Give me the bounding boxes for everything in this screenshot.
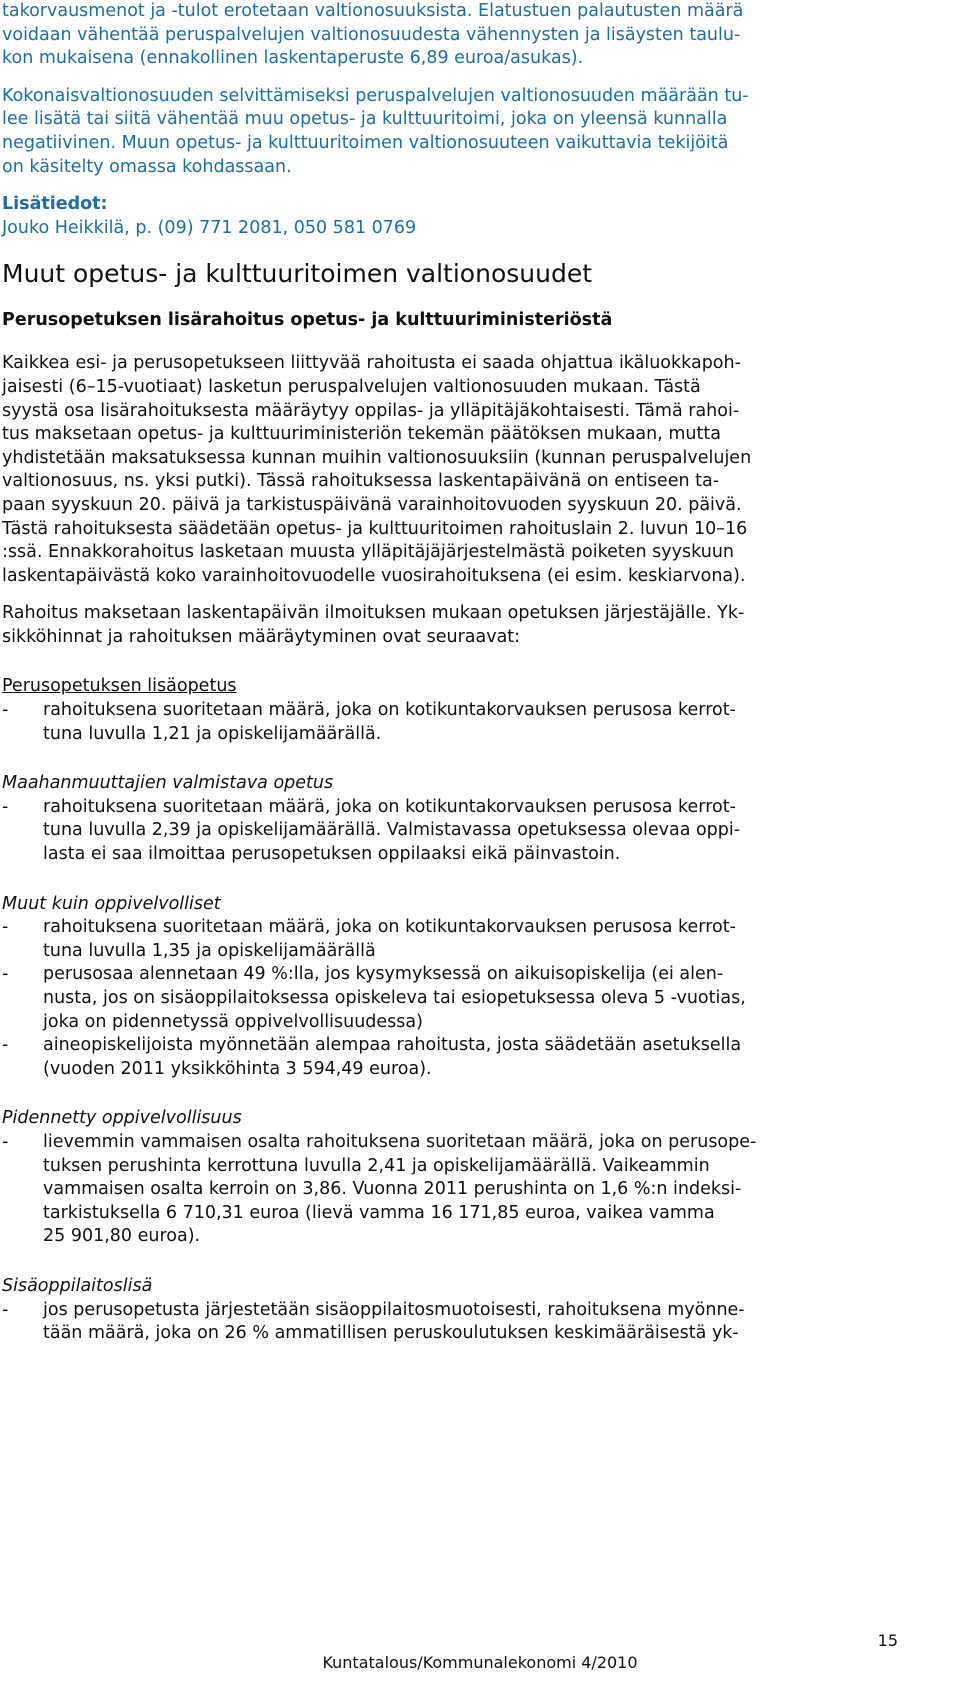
- spacer: [2, 746, 922, 772]
- spacer: [2, 179, 922, 193]
- text-line: sikköhinnat ja rahoituksen määräytyminen ovat seuraavat:: [2, 626, 521, 647]
- text-line: Kaikkea esi- ja perusopetukseen liittyvää rahoitusta ei saada ohjattua ikäluokkapoh-: [2, 353, 741, 374]
- text-line: tuna luvulla 2,39 ja opiskelijamäärällä. Valmistavassa opetuksessa olevaa oppi-: [43, 820, 741, 841]
- spacer: [2, 240, 922, 258]
- text-line: nusta, jos on sisäoppilaitoksessa opiskeleva tai esiopetuksessa oleva 5 -vuotias,: [43, 988, 746, 1008]
- item-muut-kuin-oppivelvolliset: [2, 893, 922, 1082]
- item-perusopetuksen-lisaopetus: [2, 675, 922, 746]
- paragraph-2: [2, 602, 922, 649]
- spacer: [2, 290, 922, 308]
- text-line: paan syyskuun 20. päivä ja tarkistuspäivänä varainhoitovuoden syyskuun 20. päivä.: [2, 494, 742, 515]
- text-line: kon mukaisena (ennakollinen laskentaperuste 6,89 euroa/asukas).: [2, 48, 584, 69]
- list-dash: -: [2, 917, 9, 938]
- text-line: rahoituksena suoritetaan määrä, joka on kotikuntakorvauksen perusosa kerrot-: [43, 700, 736, 721]
- text-line: on käsitelty omassa kohdassaan.: [2, 156, 292, 177]
- list-item: [2, 1131, 922, 1249]
- paragraph-1: [2, 352, 922, 588]
- item-heading: Pidennetty oppivelvollisuus: [2, 1108, 242, 1129]
- text-line: tus maksetaan opetus- ja kulttuuriministeriön tekemän päätöksen mukaan, mutta: [2, 424, 721, 445]
- text-line: joka on pidennetyssä oppivelvollisuudessa): [43, 1011, 423, 1032]
- text-line: perusosaa alennetaan 49 %:lla, jos kysymyksessä on aikuisopiskelija (ei alen-: [43, 964, 724, 985]
- footer-publication: Kuntatalous/Kommunalekonomi 4/2010: [322, 1653, 638, 1672]
- list-item: [2, 699, 922, 746]
- item-maahanmuuttajien-valmistava-opetus: [2, 772, 922, 866]
- contact-label: Lisätiedot:: [2, 194, 108, 215]
- text-line: takorvausmenot ja -tulot erotetaan valtionosuuksista. Elatustuen palautusten määrä: [2, 1, 744, 21]
- list-dash: -: [2, 796, 9, 817]
- item-pidennetty-oppivelvollisuus: [2, 1107, 922, 1249]
- contact-line: Jouko Heikkilä, p. (09) 771 2081, 050 581 0769: [2, 217, 417, 238]
- item-heading: Perusopetuksen lisäopetus: [2, 676, 237, 697]
- text-line: tuksen perushinta kerrottuna luvulla 2,41 ja opiskelijamäärällä. Vaikeammin: [43, 1155, 710, 1176]
- list-dash: -: [2, 700, 9, 721]
- text-line: Kokonaisvaltionosuuden selvittämiseksi peruspalvelujen valtionosuuden määrään tu-: [2, 85, 749, 106]
- text-line: laskentapäivästä koko varainhoitovuodelle vuosirahoituksena (ei esim. keskiarvona).: [2, 565, 746, 586]
- page-number: 15: [877, 1631, 898, 1650]
- text-line: yhdistetään maksatuksessa kunnan muihin valtionosuuksiin (kunnan peruspalvelujen: [2, 447, 752, 468]
- item-sisaoppilaitoslisa: [2, 1275, 922, 1346]
- spacer: [2, 1081, 922, 1107]
- top-paragraph: [2, 0, 922, 71]
- list-item: [2, 963, 922, 1034]
- spacer: [2, 867, 922, 893]
- text-line: aineopiskelijoista myönnetään alempaa rahoitusta, josta säädetään asetuksella: [43, 1035, 742, 1056]
- item-heading: Sisäoppilaitoslisä: [2, 1275, 153, 1296]
- spacer: [2, 332, 922, 352]
- total-paragraph: [2, 85, 922, 179]
- text-line: lievemmin vammaisen osalta rahoituksena suoritetaan määrä, joka on perusope-: [43, 1131, 757, 1152]
- text-line: tarkistuksella 6 710,31 euroa (lievä vamma 16 171,85 euroa, vaikea vamma: [43, 1202, 715, 1223]
- list-dash: -: [2, 1299, 9, 1320]
- text-line: rahoituksena suoritetaan määrä, joka on kotikuntakorvauksen perusosa kerrot-: [43, 796, 736, 817]
- text-line: Rahoitus maksetaan laskentapäivän ilmoituksen mukaan opetuksen järjestäjälle. Yk-: [2, 603, 745, 624]
- text-line: :ssä. Ennakkorahoitus lasketaan muusta ylläpitäjäjärjestelmästä poiketen syyskuun: [2, 542, 735, 563]
- text-line: rahoituksena suoritetaan määrä, joka on kotikuntakorvauksen perusosa kerrot-: [43, 917, 736, 938]
- list-item: [2, 1299, 922, 1346]
- text-line: negatiivinen. Muun opetus- ja kulttuuritoimen valtionosuuteen vaikuttavia tekijöitä: [2, 132, 729, 153]
- text-line: jaisesti (6–15-vuotiaat) lasketun peruspalvelujen valtionosuuden mukaan. Tästä: [2, 376, 701, 397]
- list-item: [2, 1034, 922, 1081]
- text-line: syystä osa lisärahoituksesta määräytyy oppilas- ja ylläpitäjäkohtaisesti. Tämä rahoi-: [2, 400, 740, 421]
- text-line: tuna luvulla 1,35 ja opiskelijamäärällä: [43, 940, 376, 961]
- list-item: [2, 796, 922, 867]
- item-heading: Maahanmuuttajien valmistava opetus: [2, 773, 334, 794]
- section-subheading: Perusopetuksen lisärahoitus opetus- ja kulttuuriministeriöstä: [2, 310, 613, 331]
- page-content: [2, 0, 922, 1346]
- text-line: (vuoden 2011 yksikköhinta 3 594,49 euroa).: [43, 1058, 432, 1079]
- contact-block: [2, 193, 922, 240]
- spacer: [2, 1249, 922, 1275]
- text-line: tuna luvulla 1,21 ja opiskelijamäärällä.: [43, 723, 382, 744]
- text-line: tään määrä, joka on 26 % ammatillisen peruskoulutuksen keskimääräisestä yk-: [43, 1323, 739, 1344]
- text-line: voidaan vähentää peruspalvelujen valtionosuudesta vähennysten ja lisäysten taulu-: [2, 24, 741, 45]
- spacer: [2, 71, 922, 85]
- list-dash: -: [2, 964, 9, 985]
- text-line: 25 901,80 euroa).: [43, 1226, 201, 1247]
- text-line: vammaisen osalta kerroin on 3,86. Vuonna 2011 perushinta on 1,6 %:n indeksi-: [43, 1179, 742, 1200]
- spacer: [2, 649, 922, 675]
- list-dash: -: [2, 1035, 9, 1056]
- text-line: jos perusopetusta järjestetään sisäoppilaitosmuotoisesti, rahoituksena myönne-: [43, 1299, 745, 1320]
- text-line: lasta ei saa ilmoittaa perusopetuksen oppilaaksi eikä päinvastoin.: [43, 844, 621, 865]
- section-title: Muut opetus- ja kulttuuritoimen valtionosuudet: [2, 259, 593, 289]
- text-line: valtionosuus, ns. yksi putki). Tässä rahoituksessa laskentapäivänä on entiseen ta-: [2, 471, 720, 492]
- list-dash: -: [2, 1131, 9, 1152]
- text-line: lee lisätä tai siitä vähentää muu opetus- ja kulttuuritoimi, joka on yleensä kunnalla: [2, 109, 728, 130]
- spacer: [2, 588, 922, 602]
- text-line: Tästä rahoituksesta säädetään opetus- ja kulttuuritoimen rahoituslain 2. luvun 10–16: [2, 518, 748, 539]
- item-heading: Muut kuin oppivelvolliset: [2, 893, 221, 914]
- list-item: [2, 916, 922, 963]
